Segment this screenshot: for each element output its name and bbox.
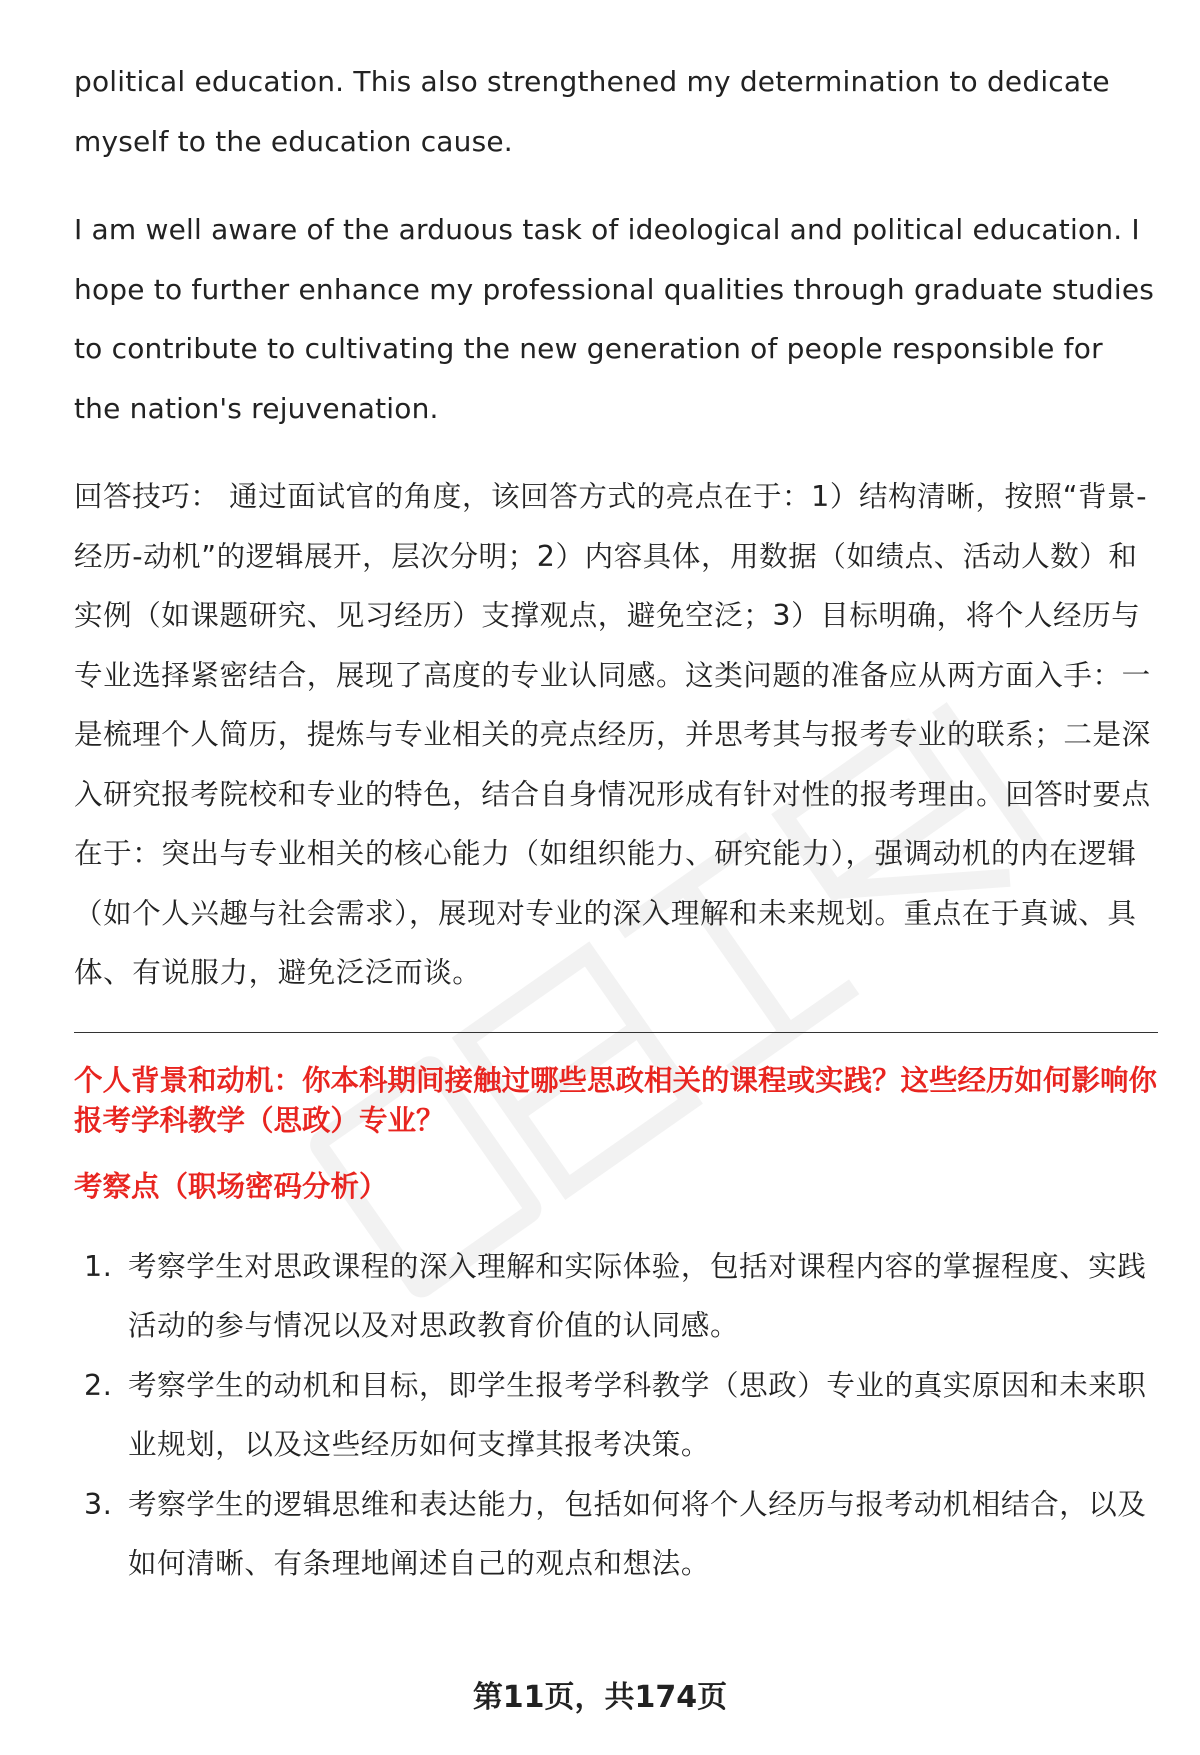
section-divider (74, 1032, 1158, 1033)
list-item-number: 1. (84, 1249, 113, 1283)
document-body (74, 52, 1158, 1594)
intro-paragraph-1: political education. This also strengthened my determination to dedicate myself to the education cause. (74, 65, 1110, 158)
list-item-number: 3. (84, 1487, 113, 1521)
list-item (74, 1356, 1158, 1475)
list-item (74, 1237, 1158, 1356)
list-item (74, 1475, 1158, 1594)
assessment-points-list (74, 1237, 1158, 1594)
section-title: 考察点（职场密码分析） (74, 1169, 388, 1203)
answer-tips-paragraph: 回答技巧： 通过面试官的角度，该回答方式的亮点在于：1）结构清晰，按照“背景-经历-动机”的逻辑展开，层次分明；2）内容具体，用数据（如绩点、活动人数）和实例（如课题研究、见习经历）支撑观点，避免空泛；3）目标明确，将个人经历与专业选择紧密结合，展现了高度的专业认同感。这类问题的准备应从两方面入手：一是梳理个人简历，提炼与专业相关的亮点经历，并思考其与报考专业的联系；二是深入研究报考院校和专业的特色，结合自身情况形成有针对性的报考理由。回答时要点在于：突出与专业相关的核心能力（如组织能力、研究能力），强调动机的内在逻辑（如个人兴趣与社会需求），展现对专业的深入理解和未来规划。重点在于真诚、具体、有说服力，避免泛泛而谈。 (74, 480, 1151, 989)
list-item-text: 考察学生对思政课程的深入理解和实际体验，包括对课程内容的掌握程度、实践活动的参与情况以及对思政教育价值的认同感。 (128, 1249, 1147, 1342)
intro-paragraph-2: I am well aware of the arduous task of ideological and political education. I hope to further enhance my professional qualities through graduate studies to contribute to cultivating the new generation of people responsible for the nation's rejuvenation. (74, 213, 1155, 425)
page-number-footer: 第11页，共174页 (472, 1680, 728, 1715)
list-item-text: 考察学生的动机和目标，即学生报考学科教学（思政）专业的真实原因和未来职业规划，以及这些经历如何支撑其报考决策。 (128, 1368, 1147, 1461)
list-item-text: 考察学生的逻辑思维和表达能力，包括如何将个人经历与报考动机相结合，以及如何清晰、有条理地阐述自己的观点和想法。 (128, 1487, 1147, 1580)
interview-question: 个人背景和动机：你本科期间接触过哪些思政相关的课程或实践？这些经历如何影响你报考学科教学（思政）专业？ (74, 1063, 1158, 1137)
list-item-number: 2. (84, 1368, 113, 1402)
